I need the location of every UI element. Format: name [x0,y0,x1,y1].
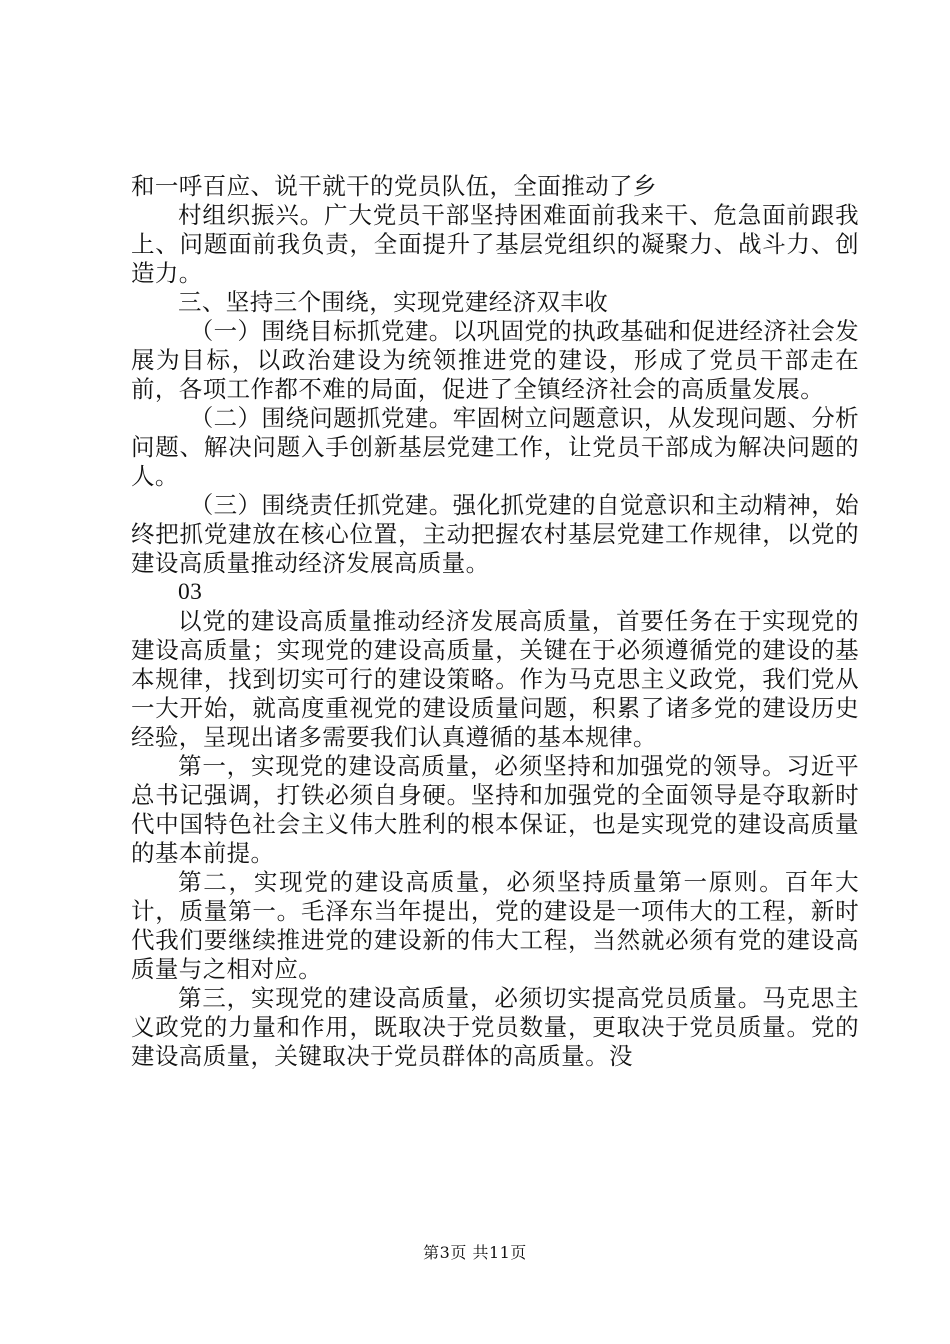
page-number-label: 第3页 共11页 [423,1243,527,1262]
paragraph-item-three: （三）围绕责任抓党建。强化抓党建的自觉意识和主动精神，始终把抓党建放在核心位置，主动把握农村基层党建工作规律，以党的建设高质量推动经济发展高质量。 [131,491,859,577]
paragraph-intro-quality: 以党的建设高质量推动经济发展高质量，首要任务在于实现党的建设高质量；实现党的建设高质量，关键在于必须遵循党的建设的基本规律，找到切实可行的建设策略。作为马克思主义政党，我们党从一大开始，就高度重视党的建设质量问题，积累了诸多党的建设历史经验，呈现出诸多需要我们认真遵循的基本规律。 [131,607,859,751]
paragraph-point-two: 第二，实现党的建设高质量，必须坚持质量第一原则。百年大计，质量第一。毛泽东当年提出，党的建设是一项伟大的工程，新时代我们要继续推进党的建设新的伟大工程，当然就必须有党的建设高质量与之相对应。 [131,868,859,983]
paragraph-continuation: 和一呼百应、说干就干的党员队伍，全面推动了乡 [131,172,657,200]
section-heading-three: 三、坚持三个围绕，实现党建经济双丰收 [178,288,609,316]
paragraph-item-one: （一）围绕目标抓党建。以巩固党的执政基础和促进经济社会发展为目标，以政治建设为统领推进党的建设，形成了党员干部走在前，各项工作都不难的局面，促进了全镇经济社会的高质量发展。 [131,317,859,403]
paragraph-point-one: 第一，实现党的建设高质量，必须坚持和加强党的领导。习近平总书记强调，打铁必须自身硬。坚持和加强党的全面领导是夺取新时代中国特色社会主义伟大胜利的根本保证，也是实现党的建设高质量的基本前提。 [131,752,859,867]
paragraph-item-two: （二）围绕问题抓党建。牢固树立问题意识，从发现问题、分析问题、解决问题入手创新基层党建工作，让党员干部成为解决问题的人。 [131,404,859,490]
paragraph-rural-revitalization: 村组织振兴。广大党员干部坚持困难面前我来干、危急面前跟我上、问题面前我负责，全面提升了基层党组织的凝聚力、战斗力、创造力。 [131,201,859,287]
document-body [131,172,859,1071]
paragraph-point-three: 第三，实现党的建设高质量，必须切实提高党员质量。马克思主义政党的力量和作用，既取决于党员数量，更取决于党员质量。党的建设高质量，关键取决于党员群体的高质量。没 [131,984,859,1070]
section-number: 03 [178,579,203,605]
page-footer [0,1243,950,1263]
